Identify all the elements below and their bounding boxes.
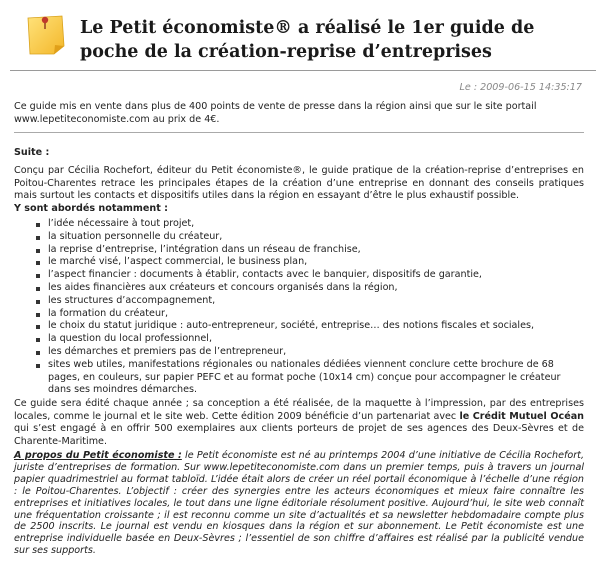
list-item: l’aspect financier : documents à établir, contacts avec le banquier, dispositifs de garantie,: [36, 269, 576, 282]
list-item: le marché visé, l’aspect commercial, le business plan,: [36, 256, 576, 269]
list-item: la reprise d’entreprise, l’intégration dans un réseau de franchise,: [36, 244, 576, 257]
about-lead: A propos du Petit économiste :: [14, 450, 182, 461]
list-item: sites web utiles, manifestations régionales ou nationales dédiées viennent conclure cette brochure de 68 pages, en couleurs, sur papier PEFC et au format poche (10x14 cm) conçue pour accompagner le créateur dans ses moindres démarches.: [36, 359, 576, 397]
list-item: la situation personnelle du créateur,: [36, 231, 576, 244]
article-title: Le Petit économiste® a réalisé le 1er guide de poche de la création-reprise d’entreprises: [80, 18, 535, 62]
para2-text-after: qui s’est engagé à en offrir 500 exemplaires aux clients porteurs de projet de ses agences des Deux-Sèvres et de Charente-Maritime.: [14, 423, 584, 447]
about-paragraph: [14, 450, 584, 557]
body-paragraph-1-text: Conçu par Cécilia Rochefort, éditeur du Petit économiste®, le guide pratique de la création-reprise d’entreprises en Poitou-Charentes retrace les principales étapes de la création d’une entreprise en donnant des conseils pratiques mais surtout les contacts et dispositifs utiles dans la région en essayant d’être le plus exhaustif possible.: [14, 165, 584, 202]
title-divider: [10, 70, 596, 71]
list-item: la formation du créateur,: [36, 308, 576, 321]
partner-name: le Crédit Mutuel Océan: [459, 410, 585, 422]
list-item: l’idée nécessaire à tout projet,: [36, 218, 576, 231]
list-item: la question du local professionnel,: [36, 333, 576, 346]
intro-paragraph: Ce guide mis en vente dans plus de 400 points de vente de presse dans la région ainsi que sur le site portail www.lepetiteconomiste.com au prix de 4€.: [14, 101, 537, 125]
body-paragraph-2: [14, 398, 584, 448]
publish-date: Le : 2009-06-15 14:35:17: [459, 82, 582, 93]
list-item: le choix du statut juridique : auto-entrepreneur, société, entreprise… des notions fiscales et sociales,: [36, 320, 576, 333]
list-item: les aides financières aux créateurs et concours organisés dans la région,: [36, 282, 576, 295]
para2-text-before: Ce guide sera édité chaque année ; sa conception a été réalisée, de la maquette à l’impression, par des entreprises locales, comme le journal et le site web. Cette édition 2009 bénéficie d’un partenariat avec: [14, 398, 584, 422]
article-header: [14, 0, 588, 68]
topics-list: [36, 218, 576, 397]
suite-label: Suite :: [14, 147, 50, 158]
list-item: les démarches et premiers pas de l’entrepreneur,: [36, 346, 576, 359]
sticky-note-icon: [24, 12, 66, 56]
body-paragraph-1: [14, 165, 584, 215]
topics-lead: Y sont abordés notamment :: [14, 202, 169, 214]
about-text: le Petit économiste est né au printemps 2004 d’une initiative de Cécilia Rochefort, juriste d’entreprises de formation. Sur www.lepetiteconomiste.com dans un premier temps, puis à travers un journal papier quadrimestriel au format tabloïd. L’idée était alors de créer un réel portail économique à l’échelle d’une région : le Poitou-Charentes. L’objectif : créer des synergies entre les acteurs économiques et mieux faire connaître les entreprises et initiatives locales, le tout dans une ligne éditoriale résolument positive. Aujourd’hui, le site web connaît une fréquentation croissante ; il est reconnu comme un site d’actualités et sa newsletter hebdomadaire compte plus de 2500 inscrits. Le journal est vendu en kiosques dans la région et sur abonnement. Le Petit économiste est une entreprise individuelle basée en Deux-Sèvres ; l’essentiel de son chiffre d’affaires est réalisé par la publicité vendue sur ses supports.: [14, 450, 584, 557]
list-item: les structures d’accompagnement,: [36, 295, 576, 308]
intro-divider: [14, 132, 584, 133]
